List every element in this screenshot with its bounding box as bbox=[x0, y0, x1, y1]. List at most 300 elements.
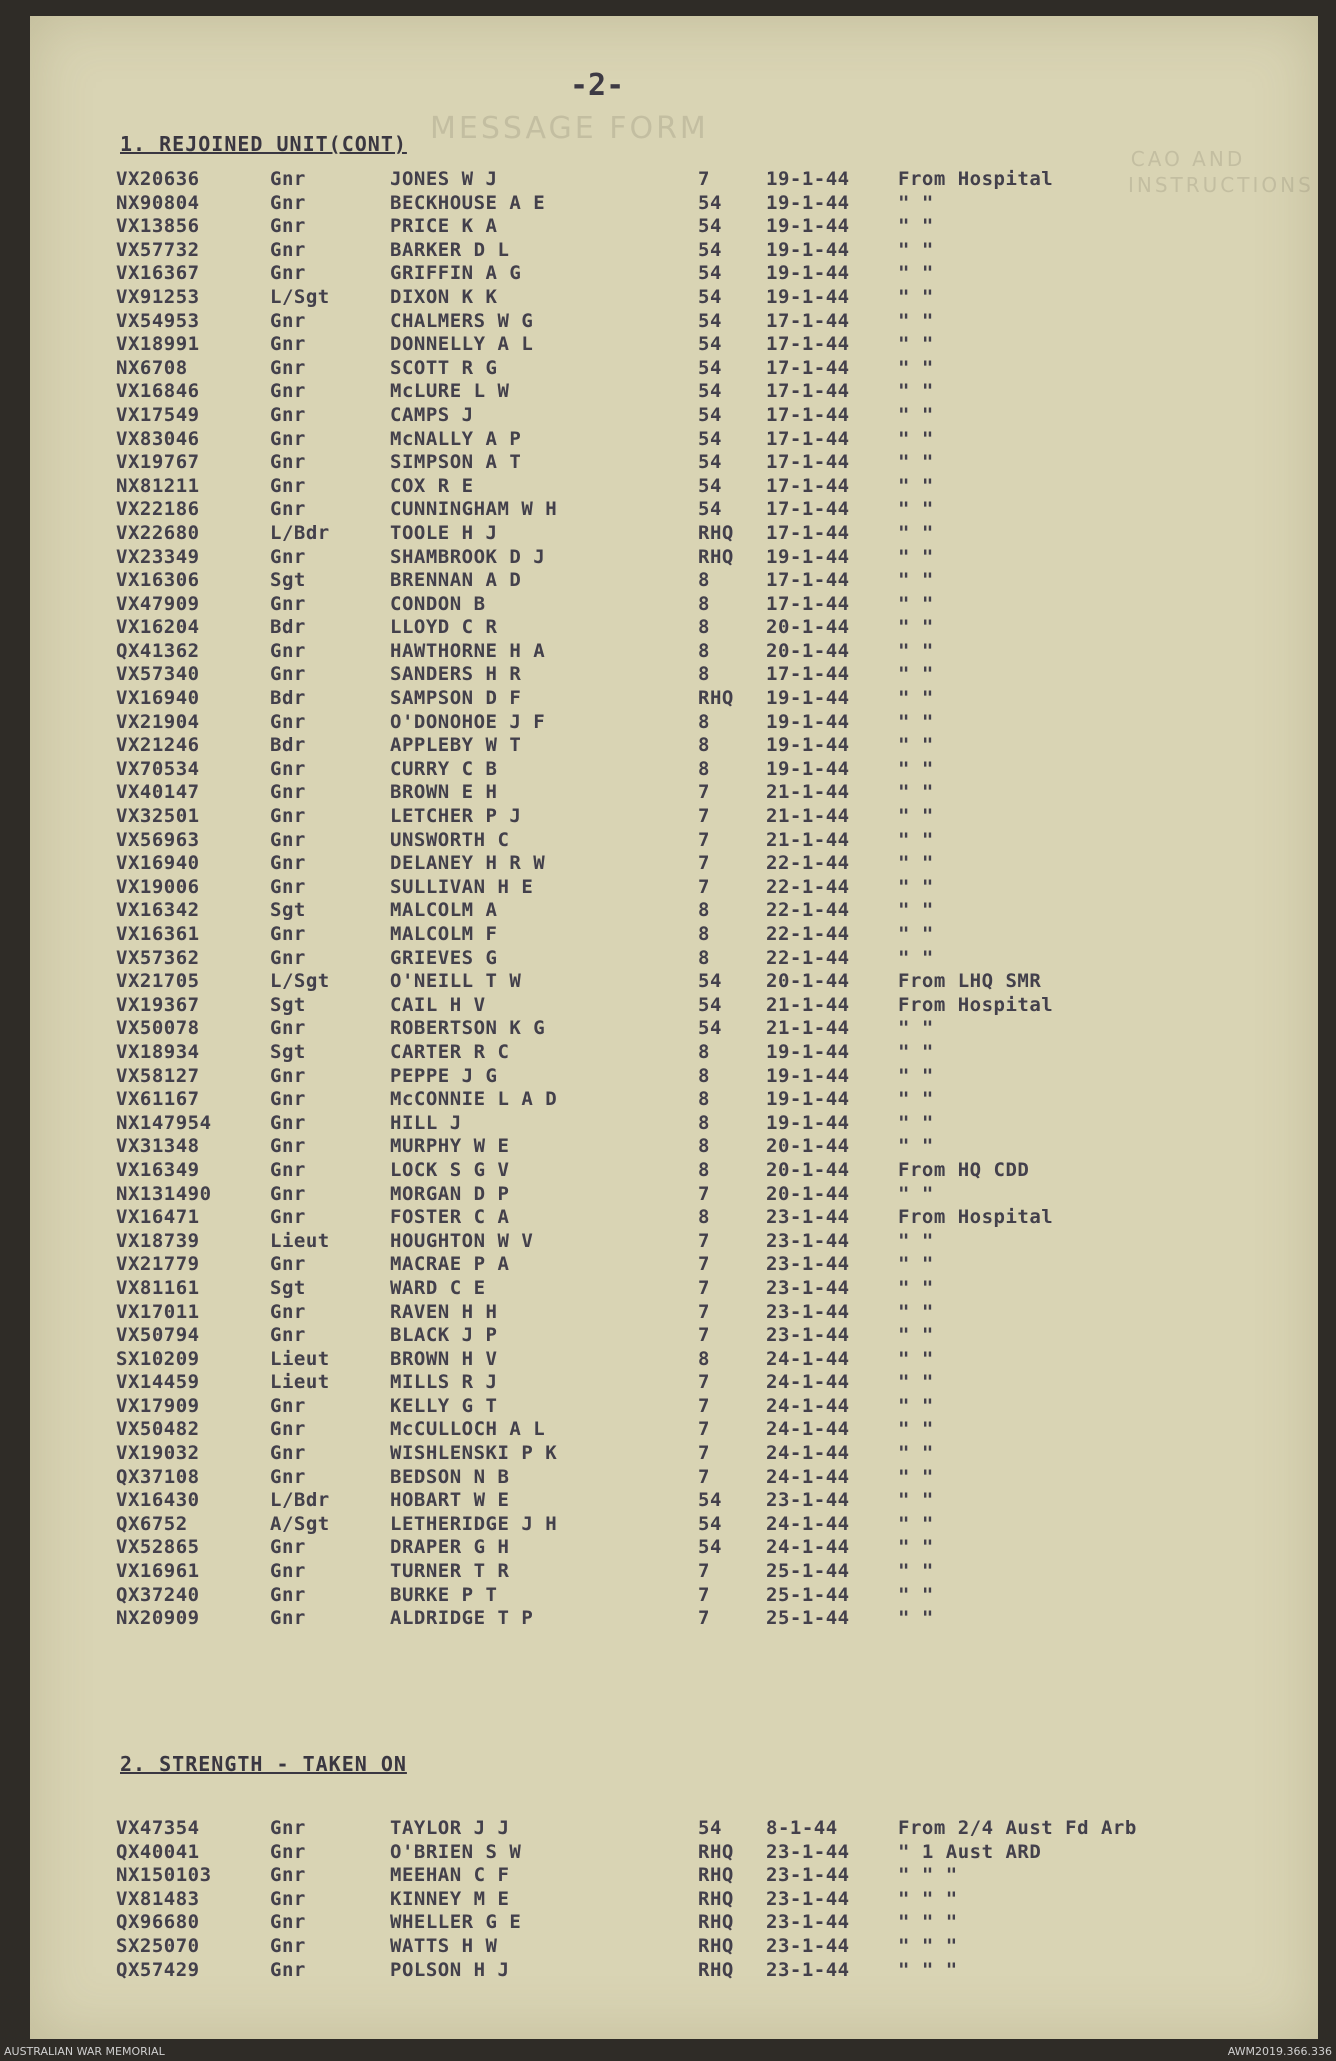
unit-cell: 7 bbox=[698, 875, 710, 898]
rank-cell: L/Bdr bbox=[270, 1489, 330, 1512]
name-cell: MEEHAN C F bbox=[390, 1864, 510, 1887]
unit-cell: 7 bbox=[698, 1253, 710, 1276]
remarks-cell: " " bbox=[898, 545, 934, 568]
name-cell: McLURE L W bbox=[390, 380, 510, 403]
service-number-cell: VX16940 bbox=[116, 687, 200, 710]
rank-cell: Gnr bbox=[270, 1911, 306, 1934]
service-number-cell: VX50794 bbox=[116, 1324, 200, 1347]
date-cell: 23-1-44 bbox=[766, 1300, 850, 1323]
date-cell: 19-1-44 bbox=[766, 262, 850, 285]
unit-cell: 8 bbox=[698, 710, 710, 733]
service-number-cell: VX17549 bbox=[116, 403, 200, 426]
remarks-cell: " " bbox=[898, 781, 934, 804]
rank-cell: Gnr bbox=[270, 1064, 306, 1087]
rank-cell: Gnr bbox=[270, 663, 306, 686]
unit-cell: RHQ bbox=[698, 1911, 734, 1934]
remarks-cell: " " bbox=[898, 333, 934, 356]
rank-cell: Gnr bbox=[270, 1300, 306, 1323]
unit-cell: 54 bbox=[698, 1489, 722, 1512]
rank-cell: Gnr bbox=[270, 805, 306, 828]
name-cell: WHELLER G E bbox=[390, 1911, 522, 1934]
date-cell: 23-1-44 bbox=[766, 1887, 850, 1910]
service-number-cell: QX37108 bbox=[116, 1465, 200, 1488]
name-cell: WISHLENSKI P K bbox=[390, 1442, 558, 1465]
name-cell: SIMPSON A T bbox=[390, 451, 522, 474]
date-cell: 25-1-44 bbox=[766, 1583, 850, 1606]
rank-cell: Gnr bbox=[270, 1887, 306, 1910]
unit-cell: 8 bbox=[698, 639, 710, 662]
remarks-cell: " " bbox=[898, 734, 934, 757]
service-number-cell: SX10209 bbox=[116, 1347, 200, 1370]
date-cell: 19-1-44 bbox=[766, 1088, 850, 1111]
date-cell: 19-1-44 bbox=[766, 757, 850, 780]
name-cell: SAMPSON D F bbox=[390, 687, 522, 710]
rank-cell: Gnr bbox=[270, 1182, 306, 1205]
date-cell: 19-1-44 bbox=[766, 687, 850, 710]
name-cell: BLACK J P bbox=[390, 1324, 498, 1347]
date-cell: 19-1-44 bbox=[766, 734, 850, 757]
unit-cell: RHQ bbox=[698, 687, 734, 710]
service-number-cell: VX58127 bbox=[116, 1064, 200, 1087]
name-cell: DONNELLY A L bbox=[390, 333, 534, 356]
rank-cell: Gnr bbox=[270, 1934, 306, 1957]
date-cell: 20-1-44 bbox=[766, 1135, 850, 1158]
service-number-cell: VX91253 bbox=[116, 285, 200, 308]
rank-cell: Gnr bbox=[270, 191, 306, 214]
remarks-cell: From LHQ SMR bbox=[898, 970, 1042, 993]
unit-cell: 7 bbox=[698, 1324, 710, 1347]
unit-cell: 7 bbox=[698, 852, 710, 875]
rank-cell: Lieut bbox=[270, 1229, 330, 1252]
name-cell: BARKER D L bbox=[390, 238, 510, 261]
rank-cell: Gnr bbox=[270, 262, 306, 285]
date-cell: 25-1-44 bbox=[766, 1607, 850, 1630]
rank-cell: Sgt bbox=[270, 569, 306, 592]
name-cell: GRIEVES G bbox=[390, 946, 498, 969]
rank-cell: Gnr bbox=[270, 1536, 306, 1559]
rank-cell: Gnr bbox=[270, 1607, 306, 1630]
unit-cell: 8 bbox=[698, 946, 710, 969]
date-cell: 23-1-44 bbox=[766, 1253, 850, 1276]
date-cell: 23-1-44 bbox=[766, 1911, 850, 1934]
unit-cell: 7 bbox=[698, 828, 710, 851]
unit-cell: 8 bbox=[698, 1064, 710, 1087]
unit-cell: RHQ bbox=[698, 521, 734, 544]
rank-cell: Sgt bbox=[270, 1276, 306, 1299]
rank-cell: Gnr bbox=[270, 1324, 306, 1347]
watermark-message-form: MESSAGE FORM bbox=[430, 111, 709, 146]
remarks-cell: " " bbox=[898, 875, 934, 898]
footer-reference: AWM2019.366.336 bbox=[1227, 2045, 1332, 2058]
remarks-cell: From Hospital bbox=[898, 993, 1054, 1016]
rank-cell: Gnr bbox=[270, 1840, 306, 1863]
service-number-cell: VX56963 bbox=[116, 828, 200, 851]
service-number-cell: NX6708 bbox=[116, 356, 188, 379]
watermark-side: CAO AND INSTRUCTIONS bbox=[1128, 147, 1314, 197]
date-cell: 19-1-44 bbox=[766, 1111, 850, 1134]
unit-cell: 54 bbox=[698, 498, 722, 521]
service-number-cell: VX50078 bbox=[116, 1017, 200, 1040]
remarks-cell: " " bbox=[898, 899, 934, 922]
unit-cell: 7 bbox=[698, 781, 710, 804]
date-cell: 19-1-44 bbox=[766, 1040, 850, 1063]
unit-cell: 8 bbox=[698, 663, 710, 686]
rank-cell: Gnr bbox=[270, 215, 306, 238]
remarks-cell: " " bbox=[898, 710, 934, 733]
remarks-cell: " " bbox=[898, 1418, 934, 1441]
name-cell: CHALMERS W G bbox=[390, 309, 534, 332]
unit-cell: 7 bbox=[698, 1300, 710, 1323]
rank-cell: Gnr bbox=[270, 238, 306, 261]
rank-cell: Gnr bbox=[270, 828, 306, 851]
service-number-cell: VX13856 bbox=[116, 215, 200, 238]
date-cell: 23-1-44 bbox=[766, 1324, 850, 1347]
date-cell: 21-1-44 bbox=[766, 828, 850, 851]
date-cell: 22-1-44 bbox=[766, 946, 850, 969]
service-number-cell: QX40041 bbox=[116, 1840, 200, 1863]
date-cell: 24-1-44 bbox=[766, 1347, 850, 1370]
unit-cell: 7 bbox=[698, 1442, 710, 1465]
service-number-cell: VX16349 bbox=[116, 1158, 200, 1181]
remarks-cell: " " bbox=[898, 1536, 934, 1559]
unit-cell: RHQ bbox=[698, 1887, 734, 1910]
service-number-cell: VX57362 bbox=[116, 946, 200, 969]
rank-cell: Gnr bbox=[270, 1442, 306, 1465]
date-cell: 17-1-44 bbox=[766, 663, 850, 686]
unit-cell: 7 bbox=[698, 1418, 710, 1441]
unit-cell: 8 bbox=[698, 1135, 710, 1158]
remarks-cell: " " bbox=[898, 1324, 934, 1347]
remarks-cell: " " bbox=[898, 1394, 934, 1417]
service-number-cell: VX52865 bbox=[116, 1536, 200, 1559]
service-number-cell: VX83046 bbox=[116, 427, 200, 450]
remarks-cell: " " bbox=[898, 923, 934, 945]
name-cell: DRAPER G H bbox=[390, 1536, 510, 1559]
rank-cell: Gnr bbox=[270, 1817, 306, 1839]
date-cell: 20-1-44 bbox=[766, 616, 850, 639]
remarks-cell: " " bbox=[898, 1017, 934, 1040]
date-cell: 17-1-44 bbox=[766, 380, 850, 403]
remarks-cell: " " bbox=[898, 946, 934, 969]
unit-cell: 54 bbox=[698, 993, 722, 1016]
unit-cell: 8 bbox=[698, 569, 710, 592]
date-cell: 17-1-44 bbox=[766, 521, 850, 544]
rank-cell: Gnr bbox=[270, 639, 306, 662]
date-cell: 21-1-44 bbox=[766, 993, 850, 1016]
unit-cell: RHQ bbox=[698, 1958, 734, 1981]
rank-cell: Gnr bbox=[270, 545, 306, 568]
service-number-cell: QX57429 bbox=[116, 1958, 200, 1981]
rank-cell: Lieut bbox=[270, 1347, 330, 1370]
name-cell: UNSWORTH C bbox=[390, 828, 510, 851]
unit-cell: RHQ bbox=[698, 1840, 734, 1863]
name-cell: SHAMBROOK D J bbox=[390, 545, 546, 568]
date-cell: 17-1-44 bbox=[766, 592, 850, 615]
rank-cell: Gnr bbox=[270, 1864, 306, 1887]
remarks-cell: " " bbox=[898, 1442, 934, 1465]
unit-cell: 54 bbox=[698, 238, 722, 261]
date-cell: 17-1-44 bbox=[766, 569, 850, 592]
name-cell: MILLS R J bbox=[390, 1371, 498, 1394]
unit-cell: 8 bbox=[698, 1111, 710, 1134]
date-cell: 20-1-44 bbox=[766, 970, 850, 993]
date-cell: 21-1-44 bbox=[766, 781, 850, 804]
service-number-cell: VX47909 bbox=[116, 592, 200, 615]
date-cell: 21-1-44 bbox=[766, 1017, 850, 1040]
name-cell: CONDON B bbox=[390, 592, 486, 615]
remarks-cell: " " bbox=[898, 1064, 934, 1087]
rank-cell: Gnr bbox=[270, 1158, 306, 1181]
remarks-cell: " " bbox=[898, 285, 934, 308]
name-cell: BEDSON N B bbox=[390, 1465, 510, 1488]
date-cell: 17-1-44 bbox=[766, 451, 850, 474]
remarks-cell: " " bbox=[898, 828, 934, 851]
remarks-cell: " " bbox=[898, 1465, 934, 1488]
unit-cell: RHQ bbox=[698, 1934, 734, 1957]
name-cell: DIXON K K bbox=[390, 285, 498, 308]
name-cell: KELLY G T bbox=[390, 1394, 498, 1417]
name-cell: BECKHOUSE A E bbox=[390, 191, 546, 214]
rank-cell: Gnr bbox=[270, 1253, 306, 1276]
service-number-cell: VX21904 bbox=[116, 710, 200, 733]
date-cell: 23-1-44 bbox=[766, 1864, 850, 1887]
unit-cell: 8 bbox=[698, 1206, 710, 1229]
unit-cell: 54 bbox=[698, 427, 722, 450]
rank-cell: Gnr bbox=[270, 1135, 306, 1158]
name-cell: O'BRIEN S W bbox=[390, 1840, 522, 1863]
remarks-cell: " " bbox=[898, 498, 934, 521]
service-number-cell: VX19767 bbox=[116, 451, 200, 474]
date-cell: 23-1-44 bbox=[766, 1276, 850, 1299]
remarks-cell: " " bbox=[898, 474, 934, 497]
remarks-cell: " " bbox=[898, 592, 934, 615]
service-number-cell: VX14459 bbox=[116, 1371, 200, 1394]
rank-cell: Gnr bbox=[270, 451, 306, 474]
service-number-cell: VX16306 bbox=[116, 569, 200, 592]
rank-cell: Gnr bbox=[270, 474, 306, 497]
remarks-cell: " " bbox=[898, 403, 934, 426]
date-cell: 19-1-44 bbox=[766, 191, 850, 214]
name-cell: McNALLY A P bbox=[390, 427, 522, 450]
unit-cell: 54 bbox=[698, 285, 722, 308]
date-cell: 25-1-44 bbox=[766, 1560, 850, 1583]
service-number-cell: VX21246 bbox=[116, 734, 200, 757]
unit-cell: 7 bbox=[698, 1607, 710, 1630]
rank-cell: Gnr bbox=[270, 1560, 306, 1583]
rank-cell: Gnr bbox=[270, 1088, 306, 1111]
date-cell: 19-1-44 bbox=[766, 710, 850, 733]
remarks-cell: " " bbox=[898, 687, 934, 710]
unit-cell: 8 bbox=[698, 1040, 710, 1063]
remarks-cell: " " bbox=[898, 238, 934, 261]
remarks-cell: " " bbox=[898, 309, 934, 332]
rank-cell: Bdr bbox=[270, 687, 306, 710]
date-cell: 24-1-44 bbox=[766, 1418, 850, 1441]
service-number-cell: QX96680 bbox=[116, 1911, 200, 1934]
unit-cell: 54 bbox=[698, 451, 722, 474]
service-number-cell: VX20636 bbox=[116, 168, 200, 190]
date-cell: 17-1-44 bbox=[766, 356, 850, 379]
unit-cell: 54 bbox=[698, 1512, 722, 1535]
name-cell: WARD C E bbox=[390, 1276, 486, 1299]
service-number-cell: VX16846 bbox=[116, 380, 200, 403]
date-cell: 17-1-44 bbox=[766, 474, 850, 497]
service-number-cell: VX19367 bbox=[116, 993, 200, 1016]
service-number-cell: VX18934 bbox=[116, 1040, 200, 1063]
name-cell: BROWN H V bbox=[390, 1347, 498, 1370]
name-cell: ALDRIDGE T P bbox=[390, 1607, 534, 1630]
rank-cell: Gnr bbox=[270, 1418, 306, 1441]
service-number-cell: VX19032 bbox=[116, 1442, 200, 1465]
remarks-cell: " 1 Aust ARD bbox=[898, 1840, 1042, 1863]
service-number-cell: QX41362 bbox=[116, 639, 200, 662]
unit-cell: 8 bbox=[698, 592, 710, 615]
remarks-cell: " " bbox=[898, 852, 934, 875]
service-number-cell: VX16204 bbox=[116, 616, 200, 639]
date-cell: 23-1-44 bbox=[766, 1489, 850, 1512]
date-cell: 20-1-44 bbox=[766, 1158, 850, 1181]
rank-cell: Gnr bbox=[270, 1111, 306, 1134]
rank-cell: Gnr bbox=[270, 1958, 306, 1981]
name-cell: O'DONOHOE J F bbox=[390, 710, 546, 733]
unit-cell: 7 bbox=[698, 1229, 710, 1252]
date-cell: 20-1-44 bbox=[766, 639, 850, 662]
rank-cell: Sgt bbox=[270, 899, 306, 922]
service-number-cell: NX147954 bbox=[116, 1111, 212, 1134]
service-number-cell: VX21779 bbox=[116, 1253, 200, 1276]
unit-cell: 54 bbox=[698, 191, 722, 214]
unit-cell: RHQ bbox=[698, 1864, 734, 1887]
unit-cell: 54 bbox=[698, 403, 722, 426]
remarks-cell: " " bbox=[898, 639, 934, 662]
name-cell: CARTER R C bbox=[390, 1040, 510, 1063]
name-cell: TURNER T R bbox=[390, 1560, 510, 1583]
name-cell: HOUGHTON W V bbox=[390, 1229, 534, 1252]
date-cell: 19-1-44 bbox=[766, 1064, 850, 1087]
unit-cell: 7 bbox=[698, 1560, 710, 1583]
rank-cell: Gnr bbox=[270, 1583, 306, 1606]
unit-cell: 8 bbox=[698, 616, 710, 639]
name-cell: HILL J bbox=[390, 1111, 462, 1134]
rank-cell: L/Sgt bbox=[270, 285, 330, 308]
name-cell: BRENNAN A D bbox=[390, 569, 522, 592]
remarks-cell: " " " bbox=[898, 1958, 958, 1981]
name-cell: FOSTER C A bbox=[390, 1206, 510, 1229]
rank-cell: Gnr bbox=[270, 757, 306, 780]
name-cell: CURRY C B bbox=[390, 757, 498, 780]
remarks-cell: From Hospital bbox=[898, 1206, 1054, 1229]
service-number-cell: VX61167 bbox=[116, 1088, 200, 1111]
name-cell: BURKE P T bbox=[390, 1583, 498, 1606]
service-number-cell: NX90804 bbox=[116, 191, 200, 214]
name-cell: CUNNINGHAM W H bbox=[390, 498, 558, 521]
unit-cell: 54 bbox=[698, 474, 722, 497]
service-number-cell: VX31348 bbox=[116, 1135, 200, 1158]
unit-cell: 54 bbox=[698, 215, 722, 238]
remarks-cell: From 2/4 Aust Fd Arb bbox=[898, 1817, 1137, 1839]
service-number-cell: SX25070 bbox=[116, 1934, 200, 1957]
unit-cell: 7 bbox=[698, 805, 710, 828]
name-cell: McCULLOCH A L bbox=[390, 1418, 546, 1441]
unit-cell: 54 bbox=[698, 1017, 722, 1040]
remarks-cell: " " bbox=[898, 616, 934, 639]
name-cell: BROWN E H bbox=[390, 781, 498, 804]
rank-cell: A/Sgt bbox=[270, 1512, 330, 1535]
remarks-cell: " " bbox=[898, 380, 934, 403]
name-cell: LLOYD C R bbox=[390, 616, 498, 639]
date-cell: 19-1-44 bbox=[766, 238, 850, 261]
service-number-cell: VX54953 bbox=[116, 309, 200, 332]
unit-cell: 7 bbox=[698, 1182, 710, 1205]
service-number-cell: NX150103 bbox=[116, 1864, 212, 1887]
service-number-cell: VX17011 bbox=[116, 1300, 200, 1323]
name-cell: POLSON H J bbox=[390, 1958, 510, 1981]
remarks-cell: " " bbox=[898, 215, 934, 238]
unit-cell: 54 bbox=[698, 1536, 722, 1559]
section-heading-rejoined: 1. REJOINED UNIT(CONT) bbox=[120, 132, 407, 156]
remarks-cell: From Hospital bbox=[898, 168, 1054, 190]
rank-cell: Gnr bbox=[270, 403, 306, 426]
remarks-cell: " " " bbox=[898, 1934, 958, 1957]
unit-cell: 7 bbox=[698, 1276, 710, 1299]
service-number-cell: VX16367 bbox=[116, 262, 200, 285]
remarks-cell: " " " bbox=[898, 1911, 958, 1934]
remarks-cell: " " bbox=[898, 1229, 934, 1252]
remarks-cell: " " bbox=[898, 191, 934, 214]
name-cell: DELANEY H R W bbox=[390, 852, 546, 875]
unit-cell: 8 bbox=[698, 734, 710, 757]
date-cell: 17-1-44 bbox=[766, 403, 850, 426]
unit-cell: 54 bbox=[698, 333, 722, 356]
name-cell: SCOTT R G bbox=[390, 356, 498, 379]
remarks-cell: " " bbox=[898, 1371, 934, 1394]
rank-cell: Gnr bbox=[270, 1206, 306, 1229]
unit-cell: 54 bbox=[698, 380, 722, 403]
rank-cell: Gnr bbox=[270, 168, 306, 190]
rank-cell: Gnr bbox=[270, 923, 306, 945]
name-cell: HAWTHORNE H A bbox=[390, 639, 546, 662]
remarks-cell: " " bbox=[898, 1276, 934, 1299]
remarks-cell: " " bbox=[898, 757, 934, 780]
service-number-cell: VX19006 bbox=[116, 875, 200, 898]
unit-cell: 54 bbox=[698, 970, 722, 993]
service-number-cell: VX57340 bbox=[116, 663, 200, 686]
service-number-cell: VX57732 bbox=[116, 238, 200, 261]
name-cell: HOBART W E bbox=[390, 1489, 510, 1512]
unit-cell: 8 bbox=[698, 923, 710, 945]
date-cell: 24-1-44 bbox=[766, 1442, 850, 1465]
rank-cell: Gnr bbox=[270, 1465, 306, 1488]
remarks-cell: " " bbox=[898, 451, 934, 474]
service-number-cell: QX37240 bbox=[116, 1583, 200, 1606]
service-number-cell: NX20909 bbox=[116, 1607, 200, 1630]
name-cell: TAYLOR J J bbox=[390, 1817, 510, 1839]
date-cell: 24-1-44 bbox=[766, 1371, 850, 1394]
remarks-cell: " " bbox=[898, 1111, 934, 1134]
name-cell: PRICE K A bbox=[390, 215, 498, 238]
unit-cell: 7 bbox=[698, 1583, 710, 1606]
rank-cell: Gnr bbox=[270, 592, 306, 615]
name-cell: SULLIVAN H E bbox=[390, 875, 534, 898]
remarks-cell: " " bbox=[898, 569, 934, 592]
date-cell: 19-1-44 bbox=[766, 545, 850, 568]
rank-cell: Gnr bbox=[270, 710, 306, 733]
date-cell: 19-1-44 bbox=[766, 168, 850, 190]
remarks-cell: " " " bbox=[898, 1864, 958, 1887]
service-number-cell: NX131490 bbox=[116, 1182, 212, 1205]
name-cell: SANDERS H R bbox=[390, 663, 522, 686]
name-cell: McCONNIE L A D bbox=[390, 1088, 558, 1111]
